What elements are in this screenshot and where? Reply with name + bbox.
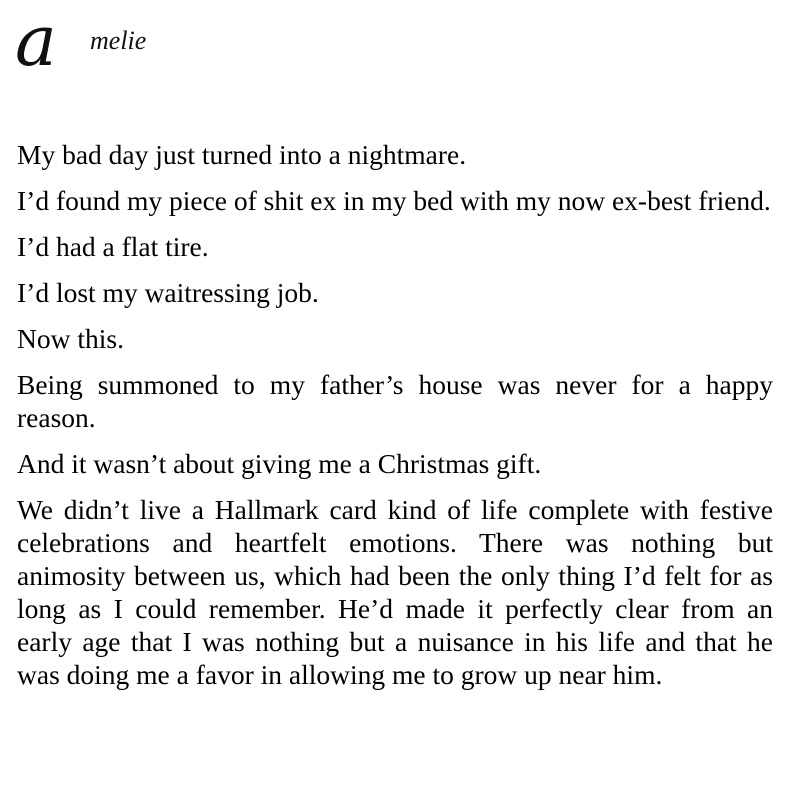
- paragraph: Now this.: [17, 323, 124, 354]
- paragraph: I’d found my piece of shit ex in my bed with my now ex-best friend.: [17, 185, 771, 216]
- paragraph: My bad day just turned into a nightmare.: [17, 139, 467, 170]
- body-text: [17, 138, 773, 704]
- paragraph: I’d had a flat tire.: [17, 231, 209, 262]
- drop-cap-letter: a: [15, 0, 55, 82]
- paragraph: Being summoned to my father’s house was never for a happy reason.: [17, 369, 773, 433]
- chapter-title-rest: melie: [90, 26, 147, 55]
- paragraph: I’d lost my waitressing job.: [17, 277, 319, 308]
- chapter-heading: [15, 0, 315, 82]
- paragraph: And it wasn’t about giving me a Christmas gift.: [17, 448, 542, 479]
- paragraph: We didn’t live a Hallmark card kind of life complete with festive celebrations and heartfelt emotions. There was nothing but animosity between us, which had been the only thing I’d felt for as long as I could remember. He’d made it perfectly clear from an early age that I was nothing but a nuisance in his life and that he was doing me a favor in allowing me to grow up near him.: [17, 494, 773, 690]
